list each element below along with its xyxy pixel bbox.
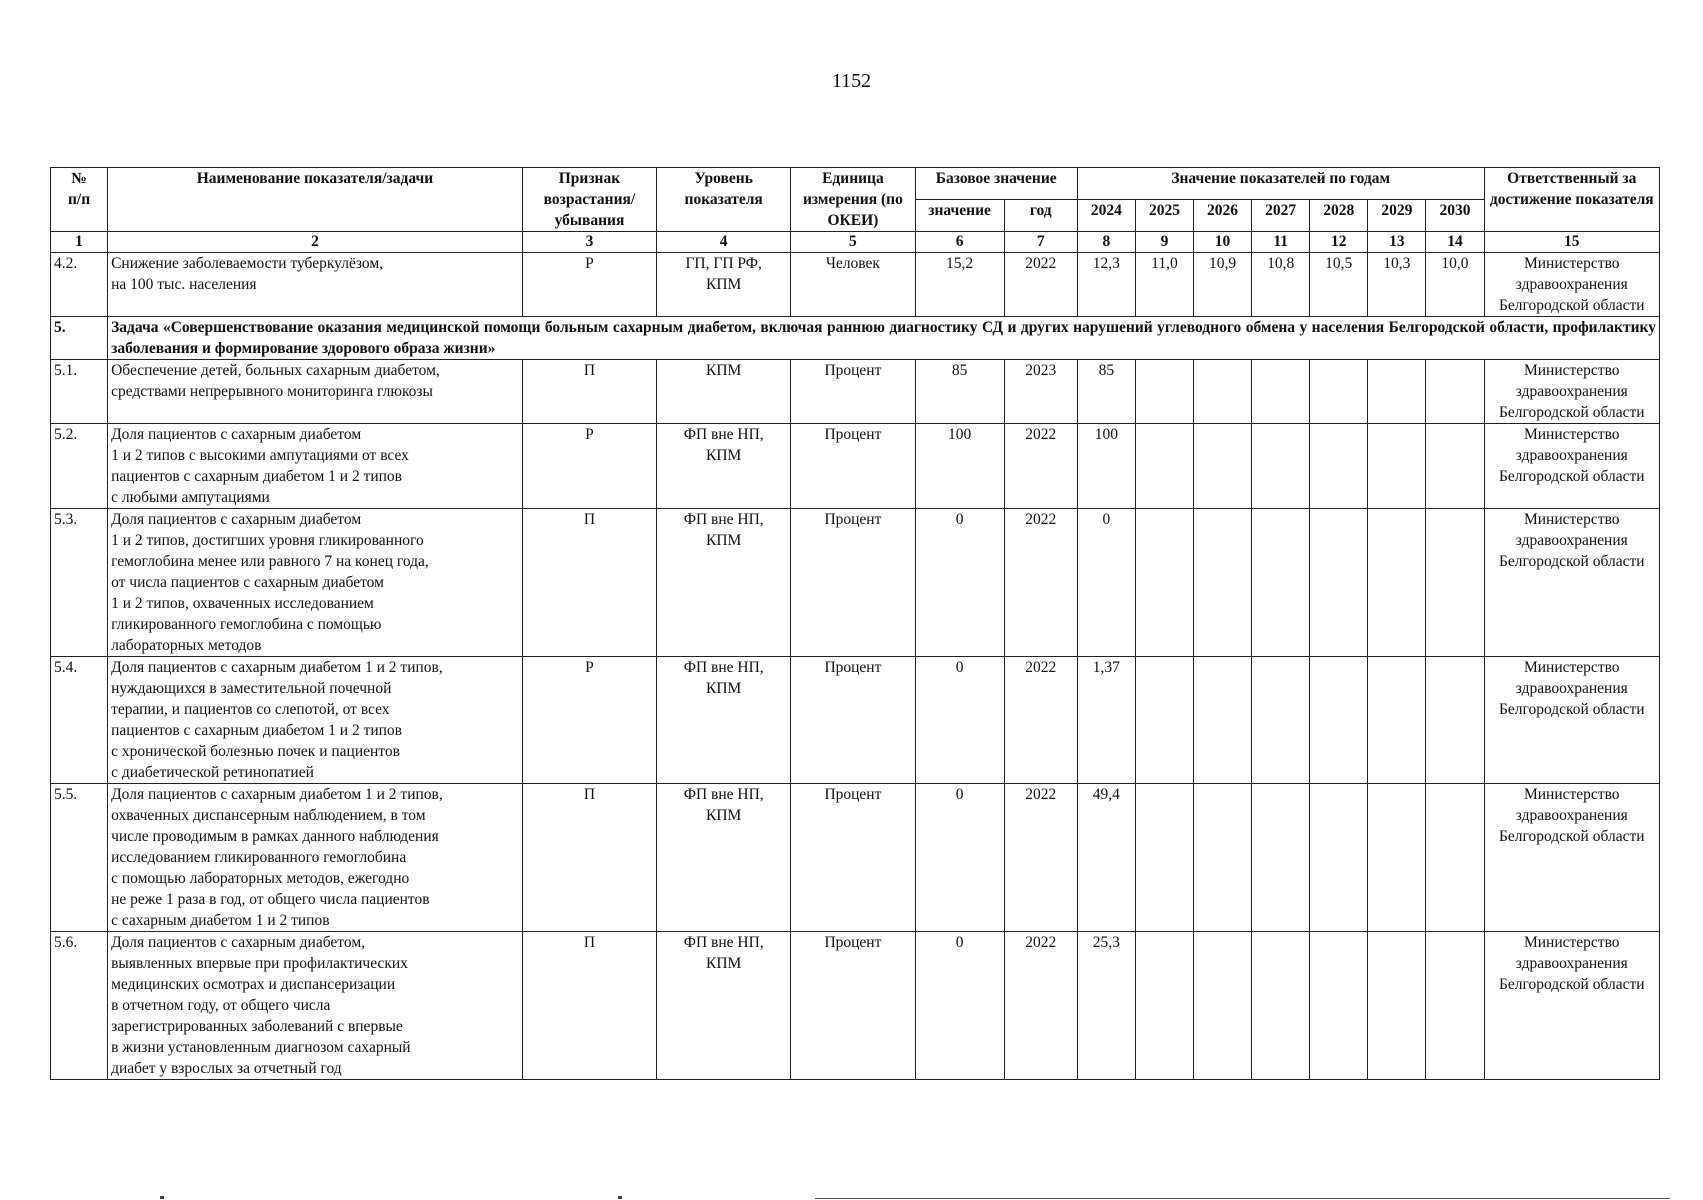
unit: Человек <box>791 253 915 317</box>
base-value: 100 <box>915 424 1004 509</box>
value-2024: 0 <box>1077 509 1135 657</box>
value-2028 <box>1310 424 1368 509</box>
value-2029: 10,3 <box>1368 253 1426 317</box>
unit: Процент <box>791 360 915 424</box>
value-2027 <box>1252 424 1310 509</box>
base-value: 0 <box>915 509 1004 657</box>
base-value: 85 <box>915 360 1004 424</box>
growth-sign: П <box>522 932 656 1080</box>
value-2027 <box>1252 360 1310 424</box>
base-value: 0 <box>915 932 1004 1080</box>
responsible: Министерство здравоохранения Белгородской области <box>1484 509 1659 657</box>
value-2025 <box>1135 657 1193 784</box>
base-year: 2022 <box>1004 657 1077 784</box>
base-year: 2022 <box>1004 784 1077 932</box>
value-2026 <box>1194 360 1252 424</box>
column-number: 12 <box>1310 232 1368 253</box>
value-2026 <box>1194 509 1252 657</box>
value-2028 <box>1310 657 1368 784</box>
table-row <box>51 784 1660 932</box>
growth-sign: Р <box>522 253 656 317</box>
value-2024: 100 <box>1077 424 1135 509</box>
value-2025 <box>1135 424 1193 509</box>
value-2029 <box>1368 657 1426 784</box>
growth-sign: П <box>522 509 656 657</box>
value-2025 <box>1135 360 1193 424</box>
base-value: 15,2 <box>915 253 1004 317</box>
task-number: 5. <box>51 317 108 360</box>
column-number: 5 <box>791 232 915 253</box>
value-2029 <box>1368 932 1426 1080</box>
row-number: 5.4. <box>51 657 108 784</box>
value-2029 <box>1368 784 1426 932</box>
unit: Процент <box>791 509 915 657</box>
value-2030 <box>1426 424 1484 509</box>
header-year-2025: 2025 <box>1135 200 1193 232</box>
column-number: 2 <box>108 232 523 253</box>
page-number: 1152 <box>831 70 872 92</box>
row-number: 5.6. <box>51 932 108 1080</box>
indicator-name: Обеспечение детей, больных сахарным диабетом, средствами непрерывного мониторинга глюкозы <box>108 360 523 424</box>
indicator-level: КПМ <box>657 360 791 424</box>
column-number: 15 <box>1484 232 1659 253</box>
header-number: № п/п <box>51 168 108 232</box>
column-number: 10 <box>1194 232 1252 253</box>
column-numbers-row <box>51 232 1660 253</box>
header-indicator-name: Наименование показателя/задачи <box>108 168 523 232</box>
column-number: 6 <box>915 232 1004 253</box>
row-number: 5.2. <box>51 424 108 509</box>
header-unit: Единица измерения (по ОКЕИ) <box>791 168 915 232</box>
column-number: 8 <box>1077 232 1135 253</box>
value-2025: 11,0 <box>1135 253 1193 317</box>
base-year: 2022 <box>1004 424 1077 509</box>
column-number: 9 <box>1135 232 1193 253</box>
value-2027 <box>1252 784 1310 932</box>
row-number: 5.3. <box>51 509 108 657</box>
bottom-rule <box>815 1198 1670 1199</box>
responsible: Министерство здравоохранения Белгородской области <box>1484 424 1659 509</box>
row-number: 5.5. <box>51 784 108 932</box>
indicator-name: Доля пациентов с сахарным диабетом 1 и 2 типов, нуждающихся в заместительной почечной терапии, и пациентов со слепотой, от всех пациентов с сахарным диабетом 1 и 2 типов с хронической болезнью почек и пациентов с диабетической ретинопатией <box>108 657 523 784</box>
growth-sign: П <box>522 360 656 424</box>
header-base-value-value: значение <box>915 200 1004 232</box>
value-2027: 10,8 <box>1252 253 1310 317</box>
value-2027 <box>1252 509 1310 657</box>
responsible: Министерство здравоохранения Белгородской области <box>1484 360 1659 424</box>
unit: Процент <box>791 424 915 509</box>
column-number: 7 <box>1004 232 1077 253</box>
value-2030 <box>1426 509 1484 657</box>
table-row <box>51 509 1660 657</box>
value-2029 <box>1368 509 1426 657</box>
table-row <box>51 424 1660 509</box>
task-text: Задача «Совершенствование оказания медицинской помощи больным сахарным диабетом, включая раннюю диагностику СД и других нарушений углеводного обмена у населения Белгородской области, профилактику заболевания и формирование здорового образа жизни» <box>108 317 1660 360</box>
column-number: 3 <box>522 232 656 253</box>
header-responsible: Ответственный за достижение показателя <box>1484 168 1659 232</box>
base-year: 2022 <box>1004 253 1077 317</box>
value-2028 <box>1310 509 1368 657</box>
header-year-2024: 2024 <box>1077 200 1135 232</box>
value-2026 <box>1194 932 1252 1080</box>
indicator-level: ФП вне НП, КПМ <box>657 657 791 784</box>
base-year: 2023 <box>1004 360 1077 424</box>
value-2029 <box>1368 360 1426 424</box>
value-2030 <box>1426 784 1484 932</box>
base-year: 2022 <box>1004 932 1077 1080</box>
growth-sign: Р <box>522 657 656 784</box>
value-2028 <box>1310 932 1368 1080</box>
header-year-2027: 2027 <box>1252 200 1310 232</box>
indicator-level: ГП, ГП РФ, КПМ <box>657 253 791 317</box>
column-number: 4 <box>657 232 791 253</box>
unit: Процент <box>791 657 915 784</box>
table-row <box>51 932 1660 1080</box>
indicator-name: Доля пациентов с сахарным диабетом 1 и 2 типов, охваченных диспансерным наблюдением, в том числе проводимым в рамках данного наблюдения исследованием гликированного гемоглобина с помощью лабораторных методов, ежегодно не реже 1 раза в год, от общего числа пациентов с сахарным диабетом 1 и 2 типов <box>108 784 523 932</box>
task-row <box>51 317 1660 360</box>
value-2030 <box>1426 657 1484 784</box>
value-2027 <box>1252 657 1310 784</box>
value-2029 <box>1368 424 1426 509</box>
indicator-level: ФП вне НП, КПМ <box>657 424 791 509</box>
row-number: 4.2. <box>51 253 108 317</box>
value-2025 <box>1135 932 1193 1080</box>
table-row <box>51 657 1660 784</box>
base-year: 2022 <box>1004 509 1077 657</box>
value-2026 <box>1194 657 1252 784</box>
table-row <box>51 360 1660 424</box>
value-2024: 1,37 <box>1077 657 1135 784</box>
value-2030 <box>1426 360 1484 424</box>
responsible: Министерство здравоохранения Белгородской области <box>1484 784 1659 932</box>
indicator-level: ФП вне НП, КПМ <box>657 509 791 657</box>
value-2024: 85 <box>1077 360 1135 424</box>
growth-sign: П <box>522 784 656 932</box>
column-number: 14 <box>1426 232 1484 253</box>
header-base-value-year: год <box>1004 200 1077 232</box>
value-2026: 10,9 <box>1194 253 1252 317</box>
value-2027 <box>1252 932 1310 1080</box>
header-year-2029: 2029 <box>1368 200 1426 232</box>
value-2024: 12,3 <box>1077 253 1135 317</box>
unit: Процент <box>791 784 915 932</box>
header-base-value: Базовое значение <box>915 168 1077 200</box>
value-2030: 10,0 <box>1426 253 1484 317</box>
base-value: 0 <box>915 784 1004 932</box>
value-2025 <box>1135 784 1193 932</box>
responsible: Министерство здравоохранения Белгородской области <box>1484 657 1659 784</box>
indicator-level: ФП вне НП, КПМ <box>657 784 791 932</box>
header-year-2028: 2028 <box>1310 200 1368 232</box>
value-2030 <box>1426 932 1484 1080</box>
indicator-name: Доля пациентов с сахарным диабетом, выявленных впервые при профилактических медицинских осмотрах и диспансеризации в отчетном году, от общего числа зарегистрированных заболеваний с впервые в жизни установленным диагнозом сахарный диабет у взрослых за отчетный год <box>108 932 523 1080</box>
scan-mark <box>618 1196 622 1199</box>
value-2028 <box>1310 784 1368 932</box>
indicator-name: Доля пациентов с сахарным диабетом 1 и 2 типов, достигших уровня гликированного гемоглобина менее или равного 7 на конец года, от числа пациентов с сахарным диабетом 1 и 2 типов, охваченных исследованием гликированного гемоглобина с помощью лабораторных методов <box>108 509 523 657</box>
value-2025 <box>1135 509 1193 657</box>
table-row <box>51 253 1660 317</box>
header-year-2030: 2030 <box>1426 200 1484 232</box>
header-indicator-level: Уровень показателя <box>657 168 791 232</box>
row-number: 5.1. <box>51 360 108 424</box>
value-2026 <box>1194 784 1252 932</box>
scan-mark <box>160 1196 164 1199</box>
header-year-2026: 2026 <box>1194 200 1252 232</box>
column-number: 1 <box>51 232 108 253</box>
indicators-table <box>50 167 1660 1080</box>
indicator-level: ФП вне НП, КПМ <box>657 932 791 1080</box>
base-value: 0 <box>915 657 1004 784</box>
value-2024: 49,4 <box>1077 784 1135 932</box>
value-2026 <box>1194 424 1252 509</box>
responsible: Министерство здравоохранения Белгородской области <box>1484 932 1659 1080</box>
indicator-name: Снижение заболеваемости туберкулёзом, на 100 тыс. населения <box>108 253 523 317</box>
value-2028 <box>1310 360 1368 424</box>
value-2028: 10,5 <box>1310 253 1368 317</box>
value-2024: 25,3 <box>1077 932 1135 1080</box>
column-number: 11 <box>1252 232 1310 253</box>
header-growth-sign: Признак возрастания/ убывания <box>522 168 656 232</box>
unit: Процент <box>791 932 915 1080</box>
growth-sign: Р <box>522 424 656 509</box>
responsible: Министерство здравоохранения Белгородской области <box>1484 253 1659 317</box>
column-number: 13 <box>1368 232 1426 253</box>
indicator-name: Доля пациентов с сахарным диабетом 1 и 2 типов с высокими ампутациями от всех пациентов с сахарным диабетом 1 и 2 типов с любыми ампутациями <box>108 424 523 509</box>
header-values-by-year: Значение показателей по годам <box>1077 168 1484 200</box>
